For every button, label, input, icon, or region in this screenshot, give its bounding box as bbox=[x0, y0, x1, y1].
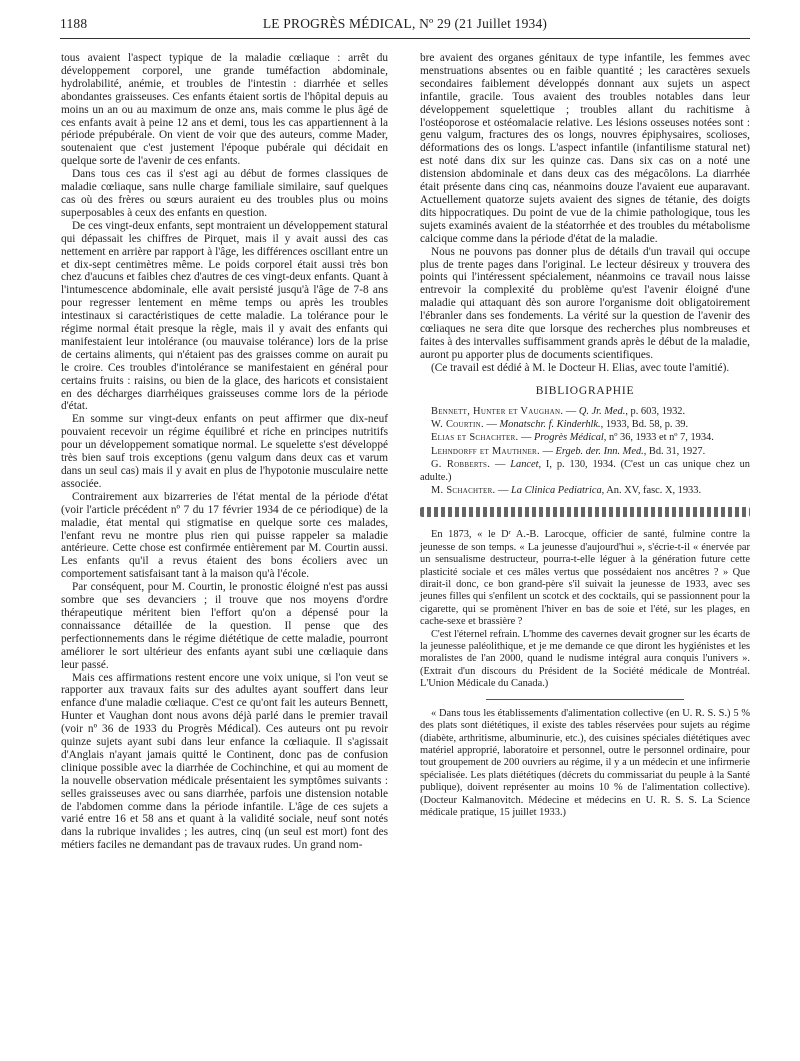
bib-details: , p. 603, 1932. bbox=[625, 405, 686, 417]
bibliography-entry: M. Schachter. — La Clinica Pediatrica, An. XV, fasc. X, 1933. bbox=[431, 485, 702, 496]
bib-source: Lancet bbox=[510, 459, 539, 471]
bib-authors: Elias et Schachter. bbox=[431, 432, 519, 444]
bib-details: , nº 36, 1933 et nº 7, 1934. bbox=[603, 432, 714, 444]
paragraph: Dans tous ces cas il s'est agi au début de formes classiques de maladie cœliaque, sans nulle charge familiale similaire, sauf quelques cas où des frères ou sœurs auraient eu des troubles plus ou moins superposables à ceux des enfants en question. bbox=[61, 168, 388, 219]
page-number: 1188 bbox=[60, 16, 88, 31]
bibliography-entry: W. Courtin. — Monatschr. f. Kinderhlk., 1933, Bd. 58, p. 39. bbox=[431, 418, 689, 430]
bib-details: , I, p. 130, 1934. (C'est un cas unique chez un adulte.) bbox=[420, 459, 750, 483]
bib-details: , Bd. 31, 1927. bbox=[643, 445, 706, 457]
bib-source: Monatschr. f. Kinderhlk. bbox=[499, 418, 601, 430]
bib-authors: G. Robberts. bbox=[431, 459, 491, 471]
note-paragraph: « Dans tous les établissements d'alimentation collective (en U. R. S. S.) 5 % des plats sont diététiques, il existe des tables réservées pour sujets au régime (diabète, arthritisme, albuminurie, etc.), des cuisines spéciales diététiques avec matériel approprié, laboratoire et personnel, outre le personnel ordinaire, pour tout groupement de 200 ouvriers au régime, il y a un médecin et une infirmerie spécialisée. Les plats diététiques (décrets du commissariat du peuple à la Santé publique), doivent représenter au moins 10 % de l'alimentation collective). (Docteur Kalmanovitch. Médecine et médecins en U. R. S. S. La Science médicale pratique, 15 juillet 1933.) bbox=[420, 707, 750, 818]
bib-authors: Bennett, Hunter et Vaughan. bbox=[431, 405, 564, 417]
section-divider bbox=[486, 699, 684, 700]
paragraph: Par conséquent, pour M. Courtin, le pronostic éloigné n'est pas aussi sombre que ses devanciers ; il trouve que nos moyens d'ordre thérapeutique méritent bien l'effort qu'on a dépensé pour la connaissance détaillée de la question. Il pense que des perfectionnements dans le régime diététique de cette maladie, pourront améliorer le sort ultérieur des enfants ayant subi une cœliaquie dans leur passé. bbox=[61, 581, 388, 671]
bibliography-title: BIBLIOGRAPHIE bbox=[535, 384, 635, 397]
paragraph: Nous ne pouvons pas donner plus de détails d'un travail qui occupe plus de trente pages dans l'original. Le lecteur désireux y trouvera des points qui l'intéressent spécialement, néanmoins ce travail nous laisse entrevoir la complexité du problème qu'est l'avenir éloigné d'une maladie qui attaquant dès son aurore l'organisme doit obligatoirement l'ébranler dans ses fondements. La vérité sur la question de l'avenir des cœliaques ne sera dite que lorsque des recherches plus nombreuses et faites à des intervalles suffisamment grands après le début de la maladie, auront pu apporter plus de documents scientifiques. bbox=[420, 245, 750, 361]
paragraph: En somme sur vingt-deux enfants on peut affirmer que dix-neuf pouvaient recevoir un régime équilibré et riche en principes nutritifs pour un développement somatique normal. Le squelette s'est développé très bien sauf trois exceptions (genu valgum dans deux cas et varum dans un seul cas) mais il y avait en plus de l'hypotonie musculaire nette associée. bbox=[61, 413, 388, 490]
paragraph: bre avaient des organes génitaux de type infantile, les femmes avec menstruations absentes ou en faible quantité ; les caractères sexuels secondaires faiblement développés donnant aux sujets un aspect infantile, gracile. Tous avaient des troubles notables dans leur développement squelettique ; troubles allant du rachitisme à l'ostéoporose et ostéomalacie relative. Les lésions osseuses notées sont : genu valgum, fractures des os longs, nouvres épiphysaires, scolioses, déformations des os longs. L'aspect infantile (infantilisme statural net) est noté dans dix sur les quinze cas. Dans six cas on a noté une distension abdominale et dans deux cas des mégacôlons. La diarrhée était présente dans cinq cas, néanmoins douze l'avaient eue auparavant. Actuellement quatorze sujets avaient des signes de tétanie, des doigts dits hippocratiques. Du point de vue de la chimie pathologique, tous les sujets examinés avaient de la stéatorrhée et des troubles du métabolisme calcique comme dans la période d'état de la maladie. bbox=[420, 52, 750, 245]
paragraph: tous avaient l'aspect typique de la maladie cœliaque : arrêt du développement corporel, une grande tuméfaction abdominale, hydrolabilité, anémie, et troubles de l'intestin : diarrhée et selles abondantes graisseuses. Ces enfants étaient sortis de l'hôpital depuis au moins un an ou au maximum de onze ans, mais comme le plus âgé de ces enfants avait à peine 12 ans et demi, tous les cas appartiennent à la période prépubérale. On vient de voir que des auteurs, comme Mader, soutenaient que c'est justement l'époque pubérale qui décidait en quelque sorte de l'avenir de ces enfants. bbox=[61, 52, 388, 168]
bib-source: Ergeb. der. Inn. Med. bbox=[555, 445, 644, 457]
header-rule bbox=[60, 38, 750, 39]
paragraph: (Ce travail est dédié à M. le Docteur H. Elias, avec toute l'amitié). bbox=[431, 361, 730, 374]
note-paragraph: C'est l'éternel refrain. L'homme des cavernes devait grogner sur les écarts de la jeunesse paléolithique, et je me demande ce que diront les hygiénistes et les moralistes de l'an 2000, quand le nudisme intégral aura conquis l'univers ». (Extrait d'un discours du Président de la Société médicale de Montréal. L'Union Médicale du Canada.) bbox=[420, 628, 750, 690]
bib-authors: W. Courtin. bbox=[431, 418, 484, 430]
note-paragraph: En 1873, « le Dʳ A.-B. Larocque, officier de santé, fulmine contre la jeunesse de son temps. « La jeunesse d'aujourd'hui », s'écrie-t-il « énervée par un sensualisme destructeur, pourra-t-elle léguer à la génération future cette plasticité sociale et ces mâles vertus que possédaient nos ancêtres ? » Que dirait-il donc, ce bon grand-père s'il suivait la jeunesse de 1933, avec ses jeunes filles qui s'enfilent un scotck et des cocktails, qui se passionnent pour la cigarette, qui se promènent l'hiver en bas de soie et l'été, sur les plages, en cache-sexe et brassière ? bbox=[420, 529, 750, 628]
paragraph: Contrairement aux bizarreries de l'état mental de la période d'état (voir l'article précédent nº 7 du 17 février 1934 de ce périodique) de la maladie, état mental qui stigmatise en quelque sorte ces malades, l'enfant revu ne montre plus rien qui puisse rappeler sa maladie antérieure. Cette chose est confirmée entièrement par M. Courtin aussi. Les enfants qu'il a revus étaient des bons écoliers avec un comportement satisfaisant tant à la maison qu'à l'école. bbox=[61, 490, 388, 581]
right-column bbox=[420, 52, 750, 819]
bibliography-entry: Bennett, Hunter et Vaughan. — Q. Jr. Med., p. 603, 1932. bbox=[431, 405, 686, 417]
bib-source: Q. Jr. Med. bbox=[578, 405, 626, 417]
page-header bbox=[60, 16, 750, 38]
bib-details: , An. XV, fasc. X, 1933. bbox=[601, 485, 702, 496]
left-column bbox=[61, 52, 388, 852]
bibliography-entry: Elias et Schachter. — Progrès Médical, nº 36, 1933 et nº 7, 1934. bbox=[431, 432, 714, 444]
paragraph: De ces vingt-deux enfants, sept montraient un développement statural qui dépassait les chiffres de Pirquet, mais il y avait aussi des cas nettement en arrière par rapport à l'âge, les différences oscillant entre un et dix-sept centimètres même. Le poids corporel était aussi très bon chez d'aucuns et faibles chez d'autres de ces vingt-deux enfants. Quant à l'intumescence abdominale, elle avait persisté jusqu'à l'âge de 7-8 ans pour regresser lentement en même temps ou après les troubles intestinaux si caractéristiques de cette maladie. La tolérance pour le régime normal était presque la règle, mais il y avait des enfants qui manifestaient leur intolérance (ou mauvaise tolérance) lors de la prise de certains aliments, qui n'étaient pas des graisses comme on aurait pu le croire. Ces troubles d'intolérance se manifestaient en général pour certains fruits : raisins, ou bien de la glace, des haricots et consistaient en des décharges diarrhéiques graisseuses comme lors de la période d'état. bbox=[61, 219, 388, 413]
bib-source: La Clinica Pediatrica bbox=[511, 485, 602, 496]
bib-authors: M. Schachter. bbox=[431, 485, 496, 496]
bib-details: , 1933, Bd. 58, p. 39. bbox=[600, 418, 689, 430]
journal-title: LE PROGRÈS MÉDICAL, Nº 29 (21 Juillet 1934) bbox=[262, 16, 548, 31]
bib-source: Progrès Médical bbox=[534, 432, 604, 444]
bib-authors: Lehndorff et Mauthner. bbox=[431, 445, 540, 457]
bibliography-entry: G. Robberts. — Lancet, I, p. 130, 1934. (C'est un cas unique chez un adulte.) bbox=[420, 459, 750, 483]
ornament-divider bbox=[420, 507, 750, 517]
paragraph: Mais ces affirmations restent encore une voix unique, si l'on veut se rapporter aux travaux faits sur des adultes ayant souffert dans leur enfance d'une maladie cœliaque. C'est ce qu'ont fait les auteurs Bennett, Hunter et Vaughan dont nous avons déjà parlé dans le premier travail (voir nº 36 de 1933 du Progrès Médical). Ces auteurs ont pu revoir quinze sujets ayant subi dans leur enfance la cœliaquie. Il s'agissait d'Anglais n'ayant jamais quitté le Continent, donc pas de confusion clinique possible avec la diarrhée de Cochinchine, et qui au moment de la nouvelle observation médicale présentaient les symptômes suivants : selles graisseuses avec ou sans diarrhée, parfois une distension notable de l'abdomen comme dans la période infantile. L'âge de ces sujets a varié entre 16 et 58 ans et quant à la validité sociale, neuf sont notés dans la rubrique invalides ; les autres, cinq (un seul est mort) font des métiers faciles ne demandant pas de travaux rudes. Un grand nom- bbox=[61, 671, 388, 852]
bibliography-entry: Lehndorff et Mauthner. — Ergeb. der. Inn. Med., Bd. 31, 1927. bbox=[431, 445, 706, 457]
